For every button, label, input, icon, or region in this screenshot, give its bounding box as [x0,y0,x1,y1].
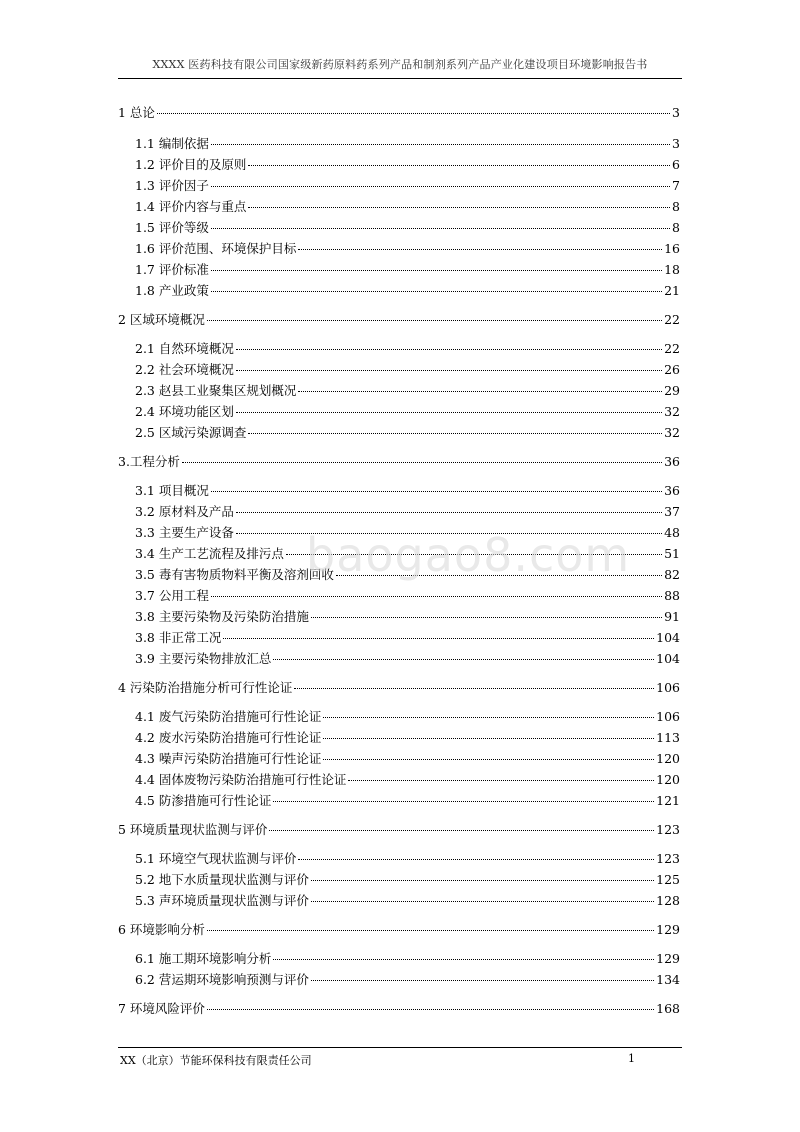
toc-entry-page-number: 16 [664,241,680,256]
toc-entry-label: 2.5 区域污染源调查 [135,425,247,440]
toc-entry-label: 2.3 赵县工业聚集区规划概况 [135,383,297,398]
toc-dot-leader [273,658,654,660]
toc-section-entry[interactable] [135,341,680,357]
toc-entry-page-number: 36 [664,483,680,498]
toc-dot-leader [207,319,662,321]
toc-dot-leader [294,687,654,689]
toc-dot-leader [207,929,654,931]
toc-entry-label: 6 环境影响分析 [118,922,205,937]
toc-entry-label: 3.9 主要污染物排放汇总 [135,651,272,666]
toc-entry-label: 4.2 废水污染防治措施可行性论证 [135,730,322,745]
toc-section-entry[interactable] [135,136,680,152]
toc-dot-leader [236,369,662,371]
toc-entry-page-number: 32 [664,404,680,419]
toc-entry-page-number: 129 [656,922,680,937]
toc-entry-page-number: 22 [664,341,680,356]
toc-section-entry[interactable] [135,504,680,520]
toc-dot-leader [298,390,662,392]
toc-chapter-entry[interactable] [118,822,680,838]
toc-entry-page-number: 8 [672,199,680,214]
toc-section-entry[interactable] [135,951,680,967]
toc-section-entry[interactable] [135,383,680,399]
toc-dot-leader [323,737,654,739]
toc-entry-page-number: 6 [672,157,680,172]
toc-entry-page-number: 125 [656,872,680,887]
toc-section-entry[interactable] [135,709,680,725]
toc-section-entry[interactable] [135,483,680,499]
toc-section-entry[interactable] [135,872,680,888]
toc-section-entry[interactable] [135,283,680,299]
toc-entry-label: 4.5 防渗措施可行性论证 [135,793,272,808]
toc-entry-page-number: 3 [672,105,680,120]
toc-entry-page-number: 129 [656,951,680,966]
toc-dot-leader [298,248,662,250]
toc-entry-page-number: 3 [672,136,680,151]
toc-dot-leader [211,143,670,145]
toc-entry-label: 1.3 评价因子 [135,178,209,193]
toc-section-entry[interactable] [135,751,680,767]
toc-entry-label: 2.4 环境功能区划 [135,404,234,419]
toc-entry-label: 3.7 公用工程 [135,588,209,603]
toc-dot-leader [182,461,662,463]
toc-chapter-entry[interactable] [118,312,680,328]
toc-dot-leader [211,227,670,229]
toc-section-entry[interactable] [135,630,680,646]
toc-dot-leader [248,206,670,208]
toc-entry-page-number: 168 [656,1001,680,1016]
toc-entry-label: 3.1 项目概况 [135,483,209,498]
toc-section-entry[interactable] [135,851,680,867]
toc-entry-label: 7 环境风险评价 [118,1001,205,1016]
toc-chapter-entry[interactable] [118,105,680,121]
toc-entry-label: 3.5 毒有害物质物料平衡及溶剂回收 [135,567,334,582]
toc-section-entry[interactable] [135,730,680,746]
toc-entry-label: 2.1 自然环境概况 [135,341,234,356]
toc-chapter-entry[interactable] [118,680,680,696]
toc-entry-page-number: 123 [656,851,680,866]
toc-chapter-entry[interactable] [118,922,680,938]
toc-dot-leader [298,858,654,860]
toc-dot-leader [207,1008,654,1010]
toc-dot-leader [273,800,654,802]
footer-divider [118,1047,682,1048]
toc-dot-leader [236,348,662,350]
toc-entry-label: 3.8 非正常工况 [135,630,222,645]
toc-entry-label: 1.2 评价目的及原则 [135,157,247,172]
toc-dot-leader [211,290,662,292]
toc-entry-page-number: 22 [664,312,680,327]
toc-entry-page-number: 36 [664,454,680,469]
toc-dot-leader [248,432,662,434]
toc-entry-page-number: 104 [656,630,680,645]
toc-chapter-entry[interactable] [118,1001,680,1017]
toc-entry-label: 4 污染防治措施分析可行性论证 [118,680,293,695]
toc-entry-label: 5.3 声环境质量现状监测与评价 [135,893,309,908]
toc-entry-label: 5 环境质量现状监测与评价 [118,822,268,837]
toc-entry-page-number: 123 [656,822,680,837]
toc-dot-leader [236,511,662,513]
toc-entry-page-number: 106 [656,680,680,695]
header-divider [118,78,682,79]
toc-dot-leader [236,411,662,413]
toc-dot-leader [211,185,670,187]
toc-entry-label: 4.3 噪声污染防治措施可行性论证 [135,751,322,766]
toc-section-entry[interactable] [135,651,680,667]
toc-entry-page-number: 120 [656,772,680,787]
toc-section-entry[interactable] [135,199,680,215]
toc-section-entry[interactable] [135,972,680,988]
toc-dot-leader [269,829,654,831]
toc-dot-leader [348,779,654,781]
toc-entry-page-number: 106 [656,709,680,724]
toc-dot-leader [323,758,654,760]
footer-page-number: 1 [628,1052,635,1065]
toc-entry-label: 3.2 原材料及产品 [135,504,234,519]
toc-entry-label: 4.4 固体废物污染防治措施可行性论证 [135,772,347,787]
toc-entry-page-number: 120 [656,751,680,766]
toc-entry-page-number: 48 [664,525,680,540]
toc-section-entry[interactable] [135,241,680,257]
toc-entry-label: 1.7 评价标准 [135,262,209,277]
toc-entry-page-number: 128 [656,893,680,908]
toc-entry-label: 3.工程分析 [118,454,180,469]
toc-entry-page-number: 29 [664,383,680,398]
toc-dot-leader [311,979,654,981]
toc-dot-leader [311,616,662,618]
page-header-title: XXXX 医药科技有限公司国家级新药原料药系列产品和制剂系列产品产业化建设项目环境影响报告书 [152,58,648,71]
toc-section-entry[interactable] [135,609,680,625]
toc-section-entry[interactable] [135,772,680,788]
toc-entry-label: 1.1 编制依据 [135,136,209,151]
toc-entry-page-number: 88 [664,588,680,603]
toc-entry-page-number: 51 [664,546,680,561]
watermark: baogao8.com [306,528,631,582]
toc-entry-page-number: 26 [664,362,680,377]
toc-section-entry[interactable] [135,893,680,909]
toc-entry-page-number: 113 [656,730,680,745]
toc-entry-page-number: 91 [664,609,680,624]
toc-entry-page-number: 104 [656,651,680,666]
toc-entry-page-number: 32 [664,425,680,440]
toc-entry-label: 1.8 产业政策 [135,283,209,298]
toc-dot-leader [273,958,654,960]
toc-dot-leader [223,637,654,639]
toc-entry-label: 5.2 地下水质量现状监测与评价 [135,872,309,887]
toc-entry-page-number: 37 [664,504,680,519]
toc-entry-label: 1.4 评价内容与重点 [135,199,247,214]
toc-entry-page-number: 121 [656,793,680,808]
toc-section-entry[interactable] [135,157,680,173]
toc-entry-label: 1 总论 [118,105,155,120]
toc-dot-leader [211,490,662,492]
toc-entry-page-number: 7 [672,178,680,193]
toc-dot-leader [211,269,662,271]
toc-entry-label: 3.8 主要污染物及污染防治措施 [135,609,309,624]
toc-entry-page-number: 134 [656,972,680,987]
toc-section-entry[interactable] [135,362,680,378]
toc-section-entry[interactable] [135,404,680,420]
toc-entry-label: 3.4 生产工艺流程及排污点 [135,546,284,561]
toc-dot-leader [323,716,654,718]
toc-dot-leader [311,900,654,902]
toc-dot-leader [311,879,654,881]
toc-dot-leader [157,112,670,114]
toc-entry-label: 6.1 施工期环境影响分析 [135,951,272,966]
toc-entry-label: 1.5 评价等级 [135,220,209,235]
toc-entry-page-number: 8 [672,220,680,235]
toc-entry-label: 4.1 废气污染防治措施可行性论证 [135,709,322,724]
toc-entry-label: 5.1 环境空气现状监测与评价 [135,851,297,866]
toc-entry-page-number: 21 [664,283,680,298]
toc-section-entry[interactable] [135,220,680,236]
toc-section-entry[interactable] [135,262,680,278]
toc-entry-label: 2.2 社会环境概况 [135,362,234,377]
toc-section-entry[interactable] [135,425,680,441]
toc-entry-label: 2 区域环境概况 [118,312,205,327]
toc-chapter-entry[interactable] [118,454,680,470]
toc-entry-page-number: 82 [664,567,680,582]
toc-dot-leader [211,595,662,597]
toc-entry-label: 6.2 营运期环境影响预测与评价 [135,972,309,987]
toc-dot-leader [248,164,670,166]
toc-entry-label: 3.3 主要生产设备 [135,525,234,540]
toc-section-entry[interactable] [135,588,680,604]
toc-entry-page-number: 18 [664,262,680,277]
toc-entry-label: 1.6 评价范围、环境保护目标 [135,241,297,256]
footer-company: XX（北京）节能环保科技有限责任公司 [120,1054,312,1067]
toc-section-entry[interactable] [135,793,680,809]
toc-section-entry[interactable] [135,178,680,194]
